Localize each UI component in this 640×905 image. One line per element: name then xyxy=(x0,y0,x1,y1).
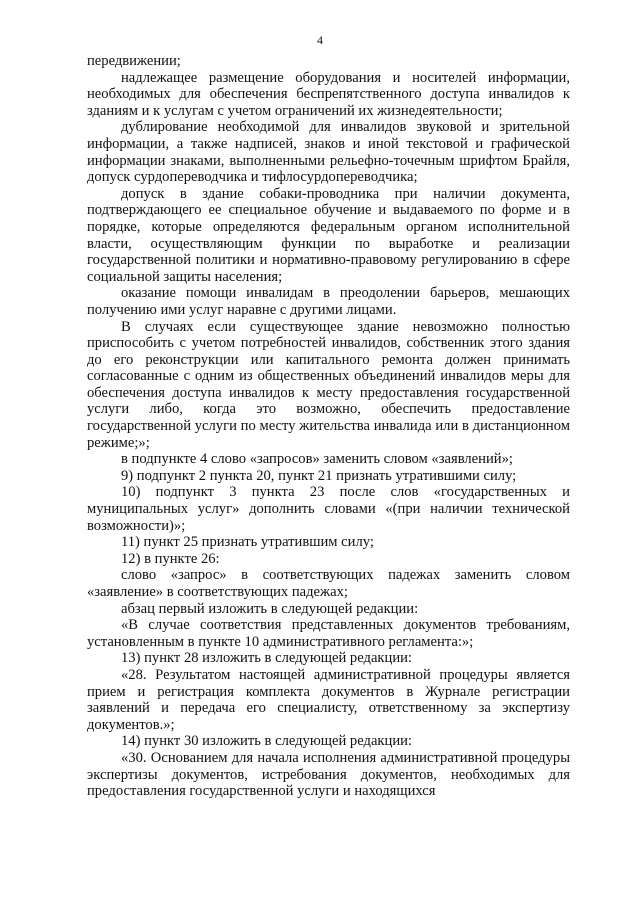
paragraph: 12) в пункте 26: xyxy=(121,550,220,567)
paragraph: надлежащее размещение оборудования и носителей информации, необходимых для обеспечения беспрепятственного доступа инвалидов к зданиям и к услугам с учетом ограничений их жизнедеятельности; xyxy=(87,69,570,119)
paragraph: передвижении; xyxy=(87,53,181,69)
paragraph: «В случае соответствия представленных документов требованиям, установленным в пункте 10 административного регламента:»; xyxy=(87,617,570,650)
paragraph: «30. Основанием для начала исполнения административной процедуры экспертизы документов, истребования документов, необходимых для предоставления государственной услуги и находящихся xyxy=(87,749,570,800)
paragraph: В случаях если существующее здание невозможно полностью приспособить с учетом потребностей инвалидов, собственник этого здания до его реконструкции или капитального ремонта должен принимать согласованные с одним из общественных объединений инвалидов меры для обеспечения доступа инвалидов к месту предоставления государственной услуги либо, когда это возможно, обеспечить предоставление государственной услуги по месту жительства инвалида или в дистанционном режиме;»; xyxy=(87,318,570,451)
paragraph: 10) подпункт 3 пункта 23 после слов «государственных и муниципальных услуг» дополнить словами «(при наличии технической возможности)»; xyxy=(87,484,570,534)
paragraph: оказание помощи инвалидам в преодолении барьеров, мешающих получению ими услуг наравне с другими лицами. xyxy=(87,285,570,318)
paragraph: 14) пункт 30 изложить в следующей редакции: xyxy=(121,733,412,750)
paragraph: «28. Результатом настоящей административной процедуры является прием и регистрация комплекта документов в Журнале регистрации заявлений и передача его специалисту, ответственному за экспертизу документов.»; xyxy=(87,666,570,733)
paragraph: допуск в здание собаки-проводника при наличии документа, подтверждающего ее специальное обучение и выдаваемого по форме и в порядке, которые определяются федеральным органом исполнительной власти, осуществляющим функции по выработке и реализации государственной политики и нормативно-правовому регулированию в сфере социальной защиты населения; xyxy=(87,185,570,285)
paragraph: абзац первый изложить в следующей редакции: xyxy=(121,600,419,617)
paragraph: слово «запрос» в соответствующих падежах заменить словом «заявление» в соответствующих падежах; xyxy=(87,567,570,600)
paragraph: 13) пункт 28 изложить в следующей редакции: xyxy=(121,650,412,667)
page-number: 4 xyxy=(317,33,323,47)
paragraph: 11) пункт 25 признать утратившим силу; xyxy=(121,534,374,551)
paragraph: дублирование необходимой для инвалидов звуковой и зрительной информации, а также надписей, знаков и иной текстовой и графической информации знаками, выполненными рельефно-точечным шрифтом Брайля, допуск сурдопереводчика и тифлосурдопереводчика; xyxy=(87,119,570,186)
paragraph: в подпункте 4 слово «запросов» заменить словом «заявлений»; xyxy=(121,451,513,468)
document-body xyxy=(87,53,570,800)
paragraph: 9) подпункт 2 пункта 20, пункт 21 признать утратившими силу; xyxy=(121,467,517,484)
